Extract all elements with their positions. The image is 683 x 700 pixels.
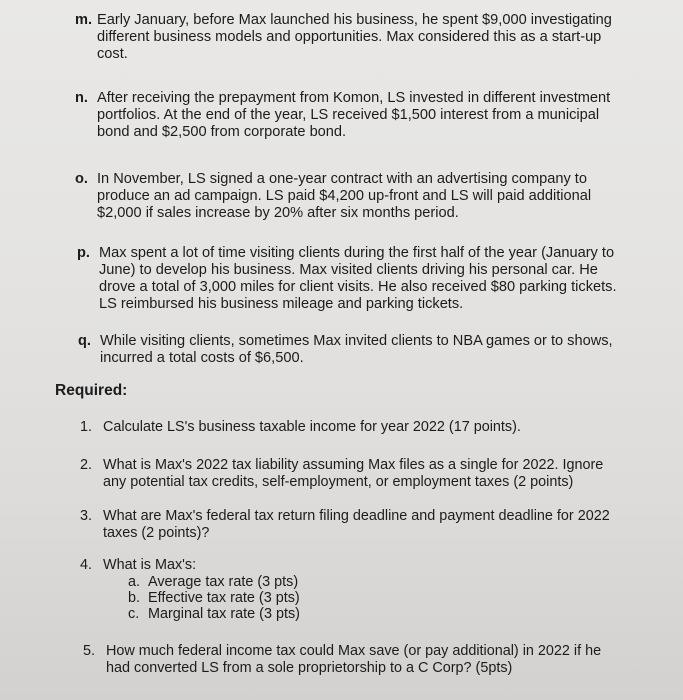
item-line: In November, LS signed a one-year contract with an advertising company to	[97, 171, 587, 187]
item-o	[75, 171, 665, 223]
question-text	[103, 557, 196, 574]
item-line: June) to develop his business. Max visited clients driving his personal car. He	[99, 262, 598, 278]
question-line: taxes (2 points)?	[103, 525, 210, 541]
item-line: While visiting clients, sometimes Max invited clients to NBA games or to shows,	[100, 333, 613, 349]
item-line: $2,000 if sales increase by 20% after six months period.	[97, 205, 459, 221]
item-label: q.	[78, 333, 91, 349]
subitem-label: b.	[128, 590, 141, 606]
item-line: LS reimbursed his business mileage and parking tickets.	[99, 296, 464, 312]
subitem-a	[128, 574, 298, 591]
item-text	[100, 333, 613, 367]
subitem-text: Average tax rate (3 pts)	[148, 574, 299, 590]
question-2	[80, 457, 650, 493]
item-line: drove a total of 3,000 miles for client visits. He also received $80 parking tickets.	[99, 279, 617, 295]
question-text	[106, 643, 601, 677]
item-line: cost.	[97, 46, 128, 62]
item-p	[77, 245, 667, 315]
item-label: m.	[75, 12, 93, 28]
question-number: 4.	[80, 557, 93, 573]
item-line: After receiving the prepayment from Komon, LS invested in different investment	[97, 90, 611, 106]
question-1	[80, 419, 650, 437]
subitem-text: Effective tax rate (3 pts)	[148, 590, 300, 606]
item-line: produce an ad campaign. LS paid $4,200 up-front and LS will paid additional	[97, 188, 592, 204]
question-text	[103, 508, 610, 542]
item-line: Max spent a lot of time visiting clients during the first half of the year (January to	[99, 245, 615, 261]
question-4	[80, 557, 650, 575]
question-number: 3.	[80, 508, 93, 524]
item-line: incurred a total costs of $6,500.	[100, 350, 304, 366]
item-line: Early January, before Max launched his business, he spent $9,000 investigating	[97, 12, 612, 28]
item-label: n.	[75, 90, 88, 106]
subitem-b	[128, 590, 300, 607]
item-q	[78, 333, 668, 369]
item-text	[97, 171, 591, 222]
item-text	[97, 12, 612, 63]
item-label: o.	[75, 171, 88, 187]
question-line: How much federal income tax could Max save (or pay additional) in 2022 if he	[106, 643, 602, 659]
item-text	[99, 245, 617, 313]
question-text	[103, 457, 603, 491]
question-5	[83, 643, 653, 679]
item-m	[75, 12, 665, 64]
question-number: 1.	[80, 419, 93, 435]
question-number: 5.	[83, 643, 96, 659]
item-n	[75, 90, 665, 142]
subitem-label: c.	[128, 606, 140, 622]
question-line: What are Max's federal tax return filing deadline and payment deadline for 2022	[103, 508, 610, 524]
item-text	[97, 90, 610, 141]
question-number: 2.	[80, 457, 93, 473]
question-text	[103, 419, 521, 436]
required-heading: Required:	[55, 382, 128, 399]
question-line: had converted LS from a sole proprietorship to a C Corp? (5pts)	[106, 660, 513, 676]
subitem-text: Marginal tax rate (3 pts)	[148, 606, 300, 622]
question-line: Calculate LS's business taxable income for year 2022 (17 points).	[103, 419, 521, 435]
item-line: portfolios. At the end of the year, LS received $1,500 interest from a municipal	[97, 107, 600, 123]
subitem-c	[128, 606, 300, 623]
item-line: bond and $2,500 from corporate bond.	[97, 124, 347, 140]
subitem-label: a.	[128, 574, 141, 590]
item-line: different business models and opportunities. Max considered this as a start-up	[97, 29, 602, 45]
question-3	[80, 508, 650, 544]
item-label: p.	[77, 245, 90, 261]
question-line: What is Max's:	[103, 557, 197, 573]
question-line: What is Max's 2022 tax liability assuming Max files as a single for 2022. Ignore	[103, 457, 604, 473]
question-line: any potential tax credits, self-employment, or employment taxes (2 points)	[103, 474, 574, 490]
